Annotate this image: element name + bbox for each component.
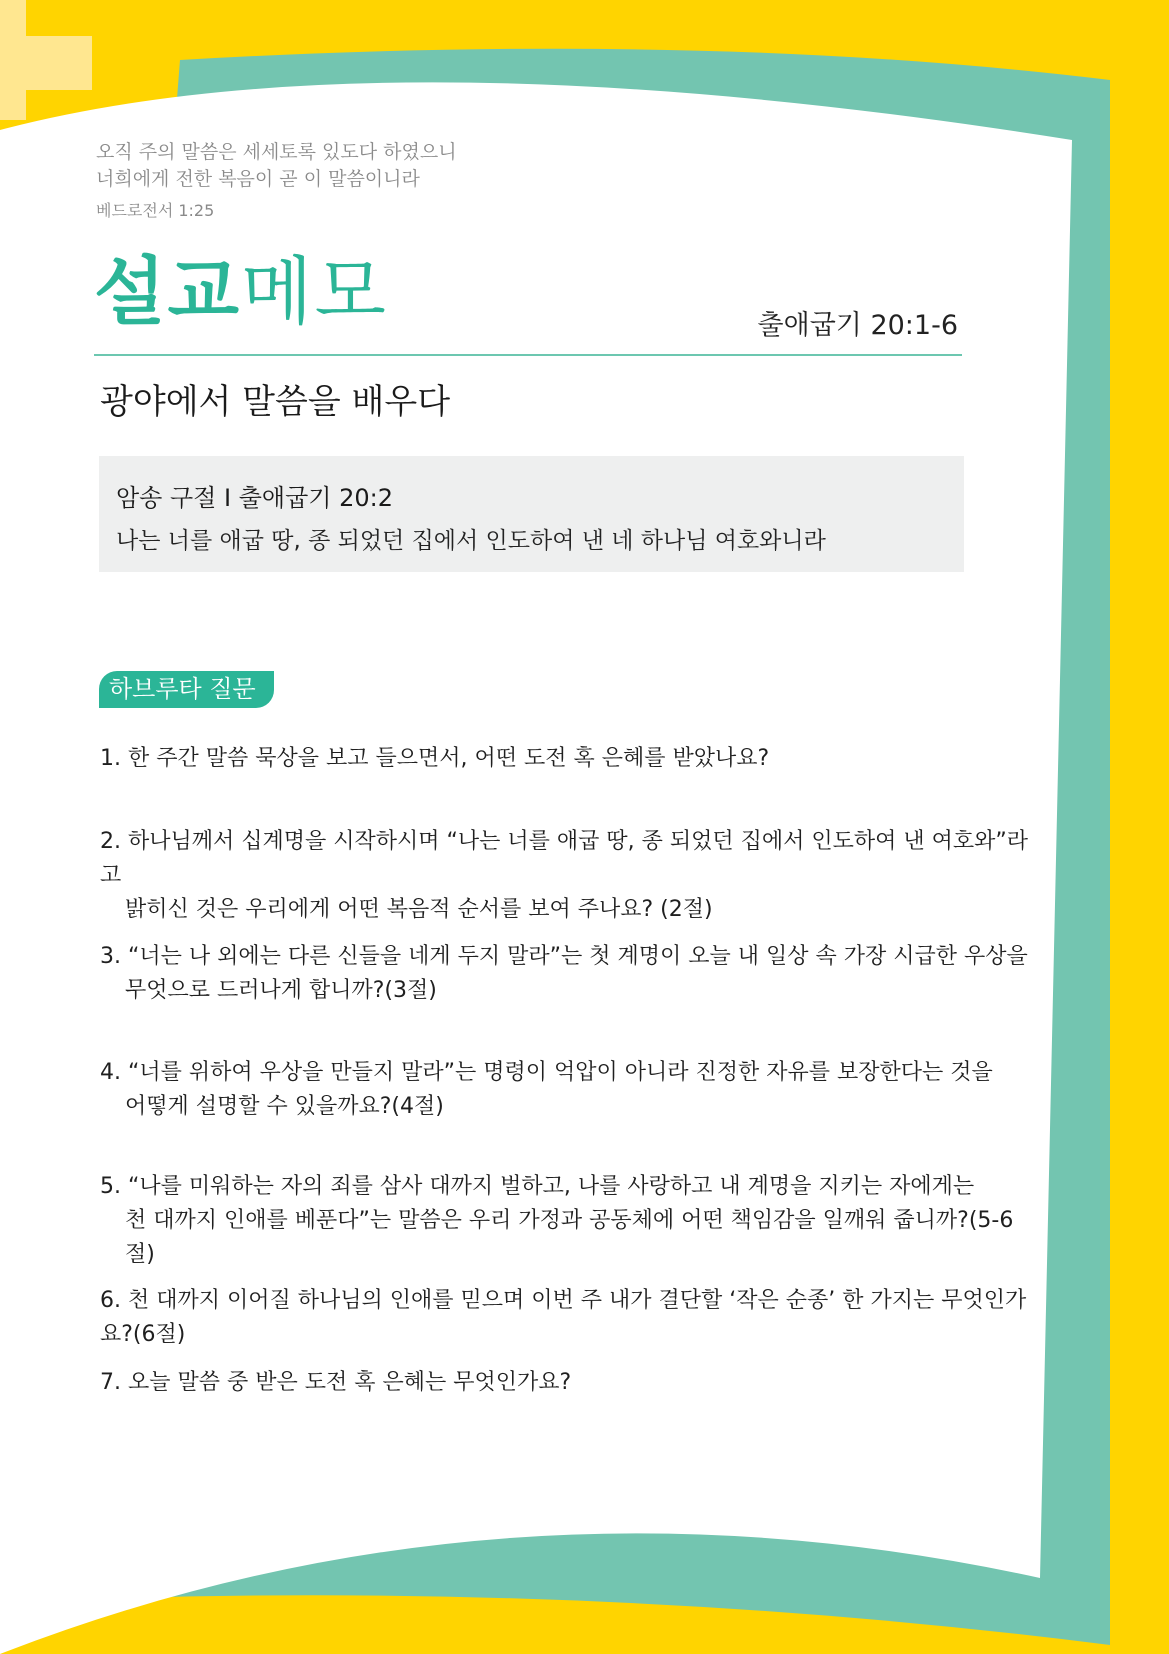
epigraph-reference: 베드로전서 1:25	[96, 201, 215, 220]
epigraph-line-1: 오직 주의 말씀은 세세토록 있도다 하였으니	[96, 141, 457, 163]
question-3	[100, 940, 1030, 1008]
logo-light-text: 메모	[240, 249, 388, 335]
havruta-label-badge: 하브루타 질문	[99, 671, 274, 708]
question-line: 3. “너는 나 외에는 다른 신들을 네게 두지 말라”는 첫 계명이 오늘 내 일상 속 가장 시급한 우상을	[100, 944, 1028, 969]
question-line: 무엇으로 드러나게 합니까?(3절)	[125, 978, 437, 1003]
question-line: 4. “너를 위하여 우상을 만들지 말라”는 명령이 억압이 아니라 진정한 자유를 보장한다는 것을	[100, 1060, 993, 1085]
question-2	[100, 825, 1030, 927]
question-1	[100, 742, 1030, 776]
question-7	[100, 1366, 1030, 1400]
sermon-title: 광야에서 말씀을 배우다	[100, 382, 451, 422]
question-4	[100, 1056, 1030, 1124]
question-line: 7. 오늘 말씀 중 받은 도전 혹 은혜는 무엇인가요?	[100, 1370, 572, 1395]
question-6	[100, 1284, 1030, 1352]
question-line: 밝히신 것은 우리에게 어떤 복음적 순서를 보여 주나요? (2절)	[125, 897, 713, 922]
question-line: 6. 천 대까지 이어질 하나님의 인애를 믿으며 이번 주 내가 결단할 ‘작은 순종’ 한 가지는 무엇인가요?(6절)	[100, 1288, 1027, 1347]
header-divider	[94, 354, 962, 356]
scripture-reference: 출애굽기 20:1-6	[757, 310, 958, 341]
question-line: 어떻게 설명할 수 있을까요?(4절)	[125, 1094, 444, 1119]
logo-bold-text: 설교	[94, 249, 241, 335]
memory-verse-text: 나는 너를 애굽 땅, 종 되었던 집에서 인도하여 낸 네 하나님 여호와니라	[116, 528, 826, 554]
sermon-memo-logo	[94, 250, 388, 334]
question-line: 2. 하나님께서 십계명을 시작하시며 “나는 너를 애굽 땅, 종 되었던 집에서 인도하여 낸 여호와”라고	[100, 829, 1029, 888]
question-line: 천 대까지 인애를 베푼다”는 말씀은 우리 가정과 공동체에 어떤 책임감을 일깨워 줍니까?(5-6절)	[125, 1208, 1014, 1267]
question-5	[100, 1170, 1030, 1272]
question-line: 1. 한 주간 말씀 묵상을 보고 들으면서, 어떤 도전 혹 은혜를 받았나요?	[100, 746, 770, 771]
memory-verse-heading: 암송 구절 I 출애굽기 20:2	[116, 484, 393, 512]
question-line: 5. “나를 미워하는 자의 죄를 삼사 대까지 벌하고, 나를 사랑하고 내 계명을 지키는 자에게는	[100, 1174, 975, 1199]
epigraph-line-2: 너희에게 전한 복음이 곧 이 말씀이니라	[96, 168, 420, 190]
